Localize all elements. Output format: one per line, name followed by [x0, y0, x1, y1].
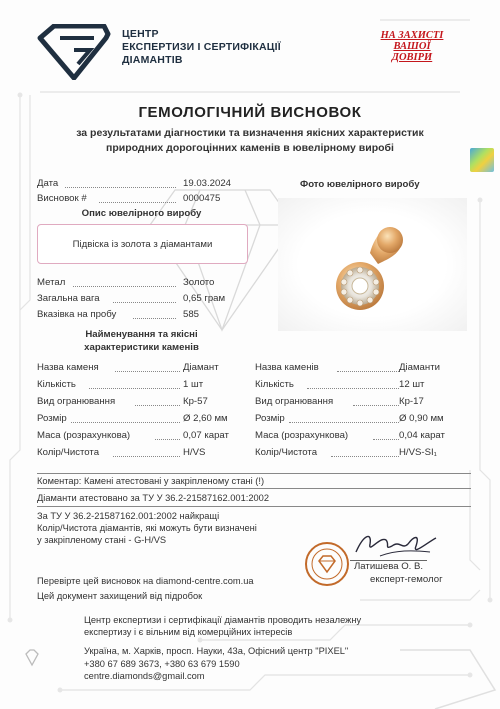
date-row: [37, 177, 246, 190]
weight-label: Загальна вага: [37, 293, 100, 304]
left-stone-name-row: [37, 361, 246, 374]
right-size-value: Ø 0,90 мм: [399, 413, 444, 424]
left-mass-label: Маса (розрахункова): [37, 430, 131, 441]
right-color-value: H/VS-SI₁: [399, 447, 437, 458]
org-line-1: ЦЕНТР: [122, 28, 159, 40]
item-heading: Опис ювелірного виробу: [81, 208, 202, 219]
right-mass-label: Маса (розрахункова): [255, 430, 349, 441]
comment-text: Коментар: Камені атестовані у закріпленому стані (!): [37, 476, 265, 486]
number-label: Висновок #: [37, 193, 87, 204]
jewelry-photo: [278, 198, 467, 331]
metal-row: [37, 276, 246, 289]
left-quantity-row: [37, 378, 246, 391]
left-mass-row: [37, 429, 246, 442]
org-line-2: ЕКСПЕРТИЗИ І СЕРТИФІКАЦІЇ: [122, 41, 281, 53]
verify-link-text[interactable]: Перевірте цей висновок на diamond-centre.com.ua: [37, 576, 254, 586]
diamond-icon: [22, 648, 42, 668]
left-size-row: [37, 412, 246, 425]
right-color-label: Колір/Чистота: [255, 447, 318, 458]
slogan-line-3: ДОВІРИ: [391, 52, 433, 63]
handwritten-signature: [350, 526, 440, 560]
right-cut-value: Кр-17: [399, 396, 424, 407]
left-quantity-label: Кількість: [37, 379, 76, 390]
date-value: 19.03.2024: [183, 178, 232, 189]
logo-diamond-icon: [34, 24, 112, 80]
footer-contacts: [84, 645, 464, 683]
left-cut-value: Кр-57: [183, 396, 208, 407]
right-stone-name-label: Назва каменів: [255, 362, 319, 373]
fineness-label: Вказівка на пробу: [37, 309, 117, 320]
fineness-row: [37, 308, 246, 321]
right-stone-name-value: Діаманти: [399, 362, 440, 373]
slogan-line-1: НА ЗАХИСТІ: [380, 30, 444, 41]
left-color-value: H/VS: [183, 447, 206, 458]
tu-line-3: у закріпленому стані - G-H/VS: [37, 535, 167, 545]
metal-value: Золото: [183, 277, 215, 288]
right-cut-row: [255, 395, 465, 408]
left-stone-name-label: Назва каменя: [37, 362, 99, 373]
slogan-line-2: ВАШОЇ: [393, 41, 431, 52]
description-box: [37, 224, 248, 264]
right-size-row: [255, 412, 465, 425]
left-stone-name-value: Діамант: [183, 362, 219, 373]
right-stone-name-row: [255, 361, 465, 374]
left-color-label: Колір/Чистота: [37, 447, 100, 458]
protected-text: Цей документ захищений від підробок: [37, 591, 203, 601]
stones-heading: [37, 328, 246, 354]
right-color-row: [255, 446, 465, 459]
left-quantity-value: 1 шт: [183, 379, 204, 390]
right-quantity-value: 12 шт: [399, 379, 425, 390]
footer-address: Україна, м. Харків, просп. Науки, 43а, Офісний центр "PIXEL": [84, 646, 349, 656]
hologram-sticker: [470, 148, 494, 172]
left-cut-row: [37, 395, 246, 408]
photo-label: Фото ювелірного виробу: [300, 179, 420, 190]
subtitle-line-2: природних дорогоцінних каменів в ювелірному виробі: [106, 142, 394, 154]
left-mass-value: 0,07 карат: [183, 430, 229, 441]
org-line-3: ДІАМАНТІВ: [122, 54, 183, 66]
item-description: Підвіска із золота з діамантами: [72, 239, 213, 250]
fineness-value: 585: [183, 309, 200, 320]
subtitle-line-1: за результатами діагностики та визначення якісних характеристик: [76, 127, 424, 139]
tu-line-1: За ТУ У 36.2-21587162.001:2002 найкращі: [37, 511, 220, 521]
footer-email[interactable]: centre.diamonds@gmail.com: [84, 671, 205, 681]
expert-title: експерт-гемолог: [370, 574, 443, 585]
right-mass-value: 0,04 карат: [399, 430, 445, 441]
weight-row: [37, 292, 246, 305]
metal-label: Метал: [37, 277, 66, 288]
right-size-label: Розмір: [255, 413, 285, 424]
stones-heading-line-1: Найменування та якісні: [85, 329, 198, 340]
weight-value: 0,65 грам: [183, 293, 226, 304]
expert-name-text: Латишева О. В.: [350, 560, 427, 572]
left-size-label: Розмір: [37, 413, 67, 424]
right-quantity-row: [255, 378, 465, 391]
right-mass-row: [255, 429, 465, 442]
right-cut-label: Вид огранювання: [255, 396, 334, 407]
footer-line-2: експертизу і є вільним від комерційних інтересів: [84, 627, 293, 637]
pendant-image: [278, 198, 467, 331]
left-color-row: [37, 446, 246, 459]
date-label: Дата: [37, 178, 59, 189]
tu-line-2: Колір/Чистота діамантів, які можуть бути визначені: [37, 523, 257, 533]
footer-phones: +380 67 689 3673, +380 63 679 1590: [84, 658, 240, 669]
certified-line: [37, 492, 471, 507]
document-title: ГЕМОЛОГІЧНИЙ ВИСНОВОК: [138, 104, 362, 121]
stones-heading-line-2: характеристики каменів: [84, 342, 199, 353]
left-cut-label: Вид огранювання: [37, 396, 116, 407]
document-subtitle: [40, 126, 460, 156]
right-quantity-label: Кількість: [255, 379, 294, 390]
expert-name: [350, 560, 427, 572]
comment-line: [37, 473, 471, 489]
footer-line-1: Центр експертизи і сертифікації діамантів проводить незалежну: [84, 615, 362, 625]
slogan: [362, 30, 462, 63]
organization-name: [122, 28, 281, 67]
seal-stamp-icon: [304, 541, 350, 587]
tu-note: [37, 510, 307, 546]
certified-text: Діаманти атестовано за ТУ У 36.2-21587162.001:2002: [37, 493, 270, 503]
number-value: 0000475: [183, 193, 221, 204]
number-row: [37, 192, 246, 205]
left-size-value: Ø 2,60 мм: [183, 413, 228, 424]
footer-statement: [84, 614, 444, 638]
